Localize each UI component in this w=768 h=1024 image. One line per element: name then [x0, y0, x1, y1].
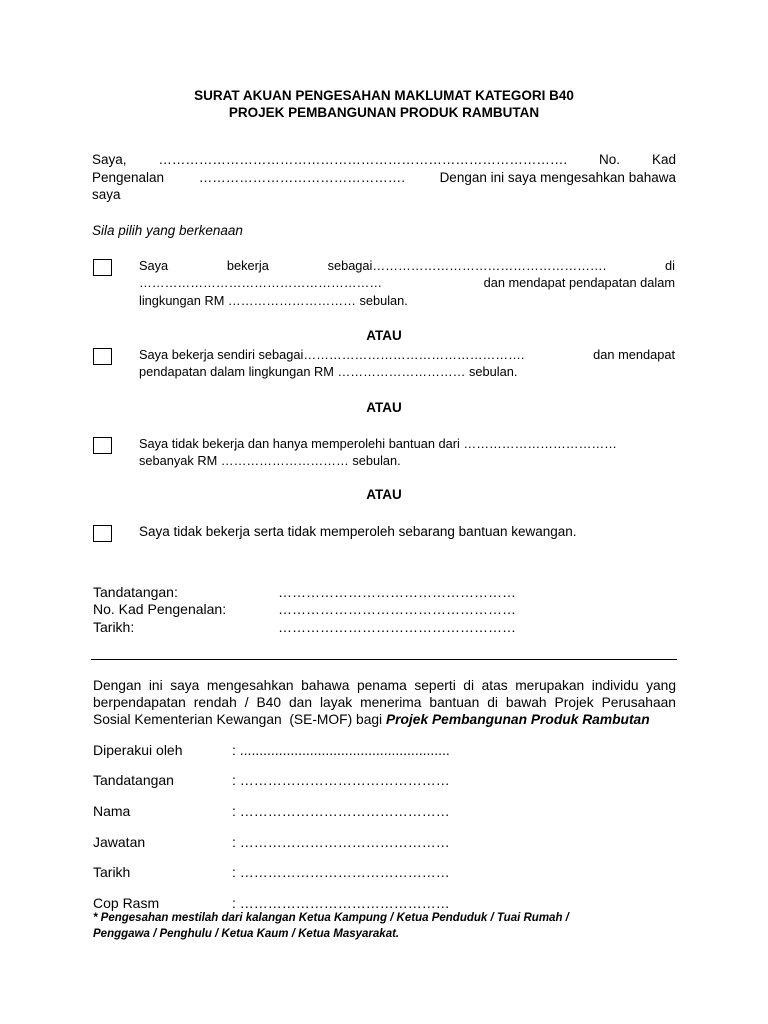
separator-atau-2: ATAU [366, 400, 402, 415]
field-nama-blank: : ……………………………………… [232, 803, 450, 819]
declaration-no: No. [599, 152, 621, 167]
signature-label: Tandatangan: [93, 584, 178, 600]
declaration-line3: saya [92, 187, 121, 202]
ic-blank: …………………………………………… [278, 601, 516, 617]
declaration-line2 [92, 169, 676, 187]
option2-text-end: dan mendapat [593, 347, 675, 362]
option1-word-bekerja: bekerja [226, 258, 269, 273]
field-jawatan-label: Jawatan [93, 834, 146, 850]
option1-workplace-blank: ………………………………………………… [139, 275, 383, 290]
field-tandatangan-label: Tandatangan [93, 772, 174, 788]
option1-word-saya: Saya [139, 258, 169, 273]
field-nama-label: Nama [93, 803, 131, 819]
option1-income-text: dan mendapat pendapatan dalam [483, 275, 675, 290]
field-tarikh-blank: : ……………………………………… [232, 864, 450, 880]
ic-number-blank: ………………………………………. [198, 170, 405, 185]
declaration-pengenalan: Pengenalan [92, 170, 165, 185]
option2-checkbox[interactable] [93, 348, 112, 365]
document-title-line1: SURAT AKUAN PENGESAHAN MAKLUMAT KATEGORI B40 [194, 88, 574, 103]
field-tandatangan-blank: : ……………………………………… [232, 772, 450, 788]
footnote-line1: * Pengesahan mestilah dari kalangan Ketua Kampung / Ketua Penduduk / Tuai Rumah / [93, 912, 569, 924]
instruction-text: Sila pilih yang berkenaan [92, 223, 243, 238]
option2-line2: pendapatan dalam lingkungan RM ………………………… sebulan. [139, 364, 518, 379]
field-tarikh-label: Tarikh [93, 864, 131, 880]
date-blank: …………………………………………… [278, 619, 516, 635]
section-divider [91, 659, 677, 660]
field-diperakui-blank: : ...................................................... [232, 742, 450, 758]
option3-line2: sebanyak RM ………………………… sebulan. [139, 453, 401, 468]
signature-blank: …………………………………………… [278, 584, 516, 600]
field-cop-label: Cop Rasm [93, 895, 160, 911]
option3-checkbox[interactable] [93, 437, 112, 454]
option4-checkbox[interactable] [93, 525, 112, 542]
option1-word-di: di [665, 258, 675, 273]
option2-line1 [139, 346, 675, 364]
declaration-line1 [92, 151, 676, 169]
separator-atau-3: ATAU [366, 487, 402, 502]
name-blank: ………………………………………………………………………………. [158, 152, 568, 167]
option1-occupation-blank: sebagai………………………………………………. [327, 258, 607, 273]
declaration-text: Dengan ini saya mengesahkan bahawa [439, 170, 676, 185]
option1-checkbox[interactable] [93, 259, 112, 276]
verification-line1: Dengan ini saya mengesahkan bahawa penama seperti di atas merupakan individu yang [93, 678, 676, 693]
verification-line3-text: Sosial Kementerian Kewangan (SE-MOF) bagi [93, 712, 386, 727]
declaration-saya: Saya, [92, 152, 127, 167]
date-label: Tarikh: [93, 619, 135, 635]
separator-atau-1: ATAU [366, 328, 402, 343]
option1-line1 [139, 257, 675, 275]
option4-line1: Saya tidak bekerja serta tidak memperoleh sebarang bantuan kewangan. [139, 524, 577, 539]
verification-line2: berpendapatan rendah / B40 dan layak menerima bantuan di bawah Projek Perusahaan [93, 695, 676, 710]
field-diperakui-label: Diperakui oleh [93, 742, 183, 758]
verification-line3 [93, 711, 650, 729]
option1-line3: lingkungan RM ………………………… sebulan. [139, 293, 408, 308]
option2-text: Saya bekerja sendiri sebagai……………………………………………. [139, 347, 525, 362]
option1-line2 [139, 274, 675, 292]
footnote-line2: Penggawa / Penghulu / Ketua Kaum / Ketua Masyarakat. [93, 928, 400, 940]
document-title-line2: PROJEK PEMBANGUNAN PRODUK RAMBUTAN [228, 105, 540, 120]
field-jawatan-blank: : ……………………………………… [232, 834, 450, 850]
ic-label: No. Kad Pengenalan: [93, 601, 227, 617]
field-cop-blank: : ……………………………………… [232, 895, 450, 911]
option3-line1: Saya tidak bekerja dan hanya memperolehi bantuan dari ……………………………… [139, 436, 617, 451]
project-name: Projek Pembangunan Produk Rambutan [385, 712, 650, 727]
declaration-kad: Kad [651, 152, 676, 167]
